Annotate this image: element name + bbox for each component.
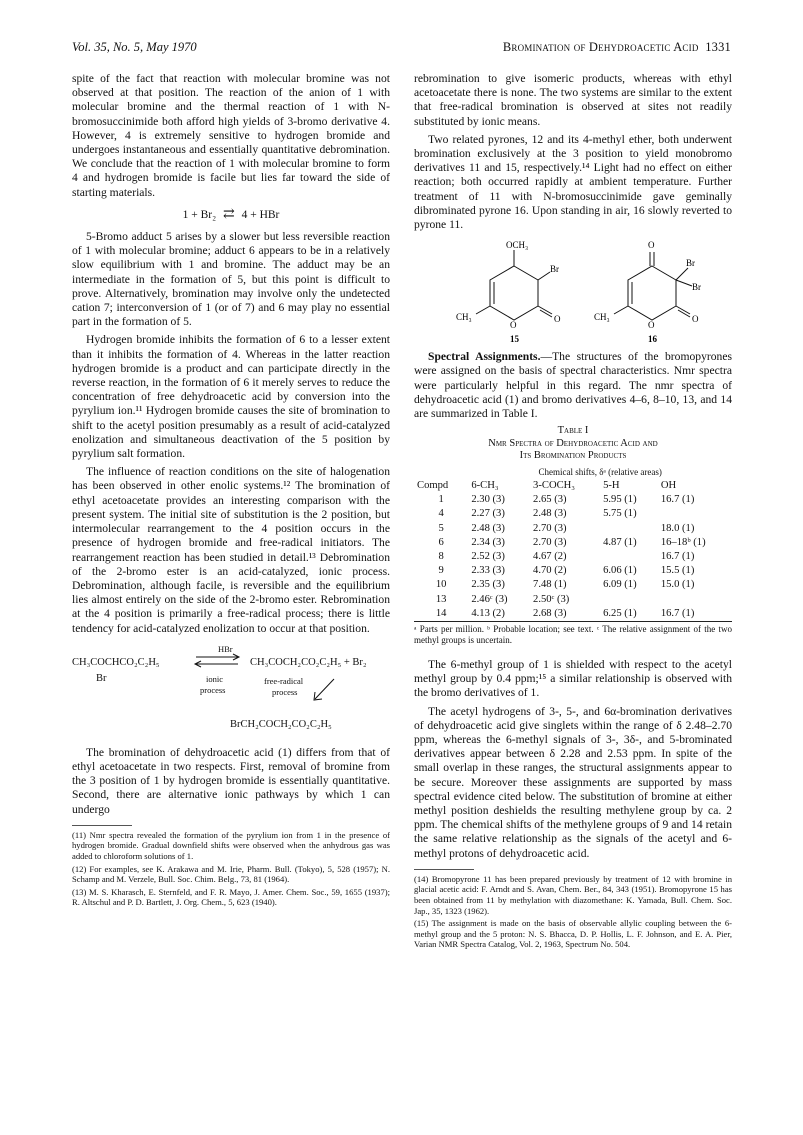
s15-o-ring: O — [510, 320, 517, 331]
table-cell: 16.7 (1) — [660, 494, 695, 506]
table-cell: 5.95 (1) — [603, 494, 637, 506]
footnote: (13) M. S. Kharasch, E. Sternfeld, and F. R. Mayo, J. Amer. Chem. Soc., 59, 1655 (1937); R. Altschul and P. D. Bartlett, J. Org. Chem., 5, 623 (1940). — [72, 886, 390, 908]
table-cell-compd: 8 — [438, 550, 444, 562]
table-cell: 2.65 (3) — [533, 494, 567, 506]
table-body — [414, 493, 732, 621]
table-row — [414, 564, 732, 578]
table-cell: 2.52 (3) — [471, 550, 505, 562]
paragraph: The 6-methyl group of 1 is shielded with respect to the acetyl methyl group by 0.4 ppm;¹⁵ a similar relationship is observed with the bromo derivatives of 1. — [414, 657, 732, 700]
table-cell: 15.5 (1) — [660, 565, 695, 577]
paragraph: The acetyl hydrogens of 3-, 5-, and 6α-bromination derivatives of dehydroacetic acid give singlets within the range of δ 2.48–2.70 ppm, whereas the 6-methyl signals of 3-, 3δ-, and 5-brominated derivatives appear between δ 2.28 and 2.53 ppm. In spite of the small overlap in these ranges, the structural assignments appear to be secure. Moreover these assignments are supported by mass spectral evidence cited below. The substitution of bromine at either methyl position deshields the resulting methylene group by ca. 2 ppm. The chemical shifts of the methylene groups of 9 and 14 retain the same relative relationship as the signals of the acetyl and 6-methyl protons of dehydroacetic acid. — [414, 704, 732, 860]
equilibrium-arrows-icon — [192, 652, 244, 670]
table-cell: 2.50ᶜ (3) — [533, 593, 570, 605]
table-cell — [600, 593, 658, 607]
s16-o-keto: O — [692, 314, 699, 325]
s16-br2: Br — [692, 282, 701, 293]
table-cell-compd: 14 — [435, 607, 447, 619]
page-number: 1331 — [705, 40, 731, 54]
structure-16-diagram — [592, 236, 712, 346]
table-cell: 4.70 (2) — [533, 565, 567, 577]
running-title-and-page — [503, 40, 731, 55]
table-cell: 16.7 (1) — [660, 550, 695, 562]
table-cell: 16–18ᵇ (1) — [660, 536, 706, 548]
paragraph: 5-Bromo adduct 5 arises by a slower but less reversible reaction of 1 with molecular bromine; adduct 6 appears to be in a relatively slow equilibrium with 1 and bromine. The adduct may be an intermediate in the formation of 5, but this point is difficult to prove. Alternatively, bromination may involve only the undetected cation 7; interconversion of 1 (or of 7) and 6 may play no essential part in the formation of 5. — [72, 230, 390, 329]
table-cell-compd: 5 — [438, 522, 444, 534]
table-cell: 2.27 (3) — [471, 508, 505, 520]
table-col-header: 5-H — [603, 479, 620, 491]
table-cell: 16.7 (1) — [660, 607, 695, 619]
footnotes — [72, 830, 390, 908]
table-col-header: OH — [660, 479, 677, 491]
footnote: (12) For examples, see K. Arakawa and M. Irie, Pharm. Bull. (Tokyo), 5, 528 (1957); N. Schamp and M. Verzele, Bull. Soc. Chim. Belg., 73, 81 (1964). — [72, 863, 390, 885]
nmr-table — [414, 465, 732, 622]
table-cell: 2.70 (3) — [533, 522, 567, 534]
journal-issue: Vol. 35, No. 5, May 1970 — [72, 40, 197, 54]
s16-label: 16 — [648, 334, 657, 345]
table-cell-compd: 13 — [435, 593, 447, 605]
structures-figure — [414, 236, 732, 346]
paragraph: Two related pyrones, 12 and its 4-methyl ether, both underwent bromination exclusively at the 3 position to yield monobromo derivatives 11 and 15, respectively.¹⁴ Light had no effect on either reaction; both occurred rapidly at ambient temperature. Further treatment of 11 with N-bromosuccinimide gave geminally dibrominated pyrone 16. Upon standing in air, 16 slowly reverted to pyrone 11. — [414, 132, 732, 232]
table-row — [414, 607, 732, 622]
s15-label: 15 — [510, 334, 519, 345]
structure-15-diagram — [454, 236, 574, 346]
paragraph: Hydrogen bromide inhibits the formation of 6 to a lesser extent than it inhibits the formation of 4. Whereas in the latter reaction hydrogen bromide is a product and can participate directly in the reverse reaction, in the formation of 6 it merely serves to reduce the concentration of free dehydroacetic acid by conversion into the pyrylium ion.¹¹ Hydrogen bromide causes the site of bromination to shift to the acetyl position presumably as a result of acid-catalyzed enolization and simultaneous deactivation of the 5 position by pyrylium salt formation. — [72, 333, 390, 461]
table-spanner: Chemical shifts, δᵃ (relative areas) — [538, 466, 662, 477]
paragraph: The influence of reaction conditions on the site of halogenation has been observed in other enolic systems.¹² The bromination of ethyl acetoacetate provides an interesting comparison with the present system. The initial site of substitution is the 2 position, but intermolecular rearrangement to the 4 position occurs in the presence of hydrogen bromide and free-radical initiators. The rearrangement reaction has been studied in detail.¹³ Debromination of the 2-bromo ester is an acid-catalyzed, ionic process. Debromination, although facile, is reversible and the equilibrium lies almost entirely on the side of the 2-bromo ester. Rebromination at the 4 position is primarily a free-radical process; there is little tendency for acid-catalyzed enolization to occur at that position. — [72, 465, 390, 635]
table-row — [414, 536, 732, 550]
equilibrium-equation — [72, 208, 390, 222]
table-header-empty — [414, 465, 468, 479]
table-cell: 2.48 (3) — [471, 522, 505, 534]
equation-right: 4 + HBr — [241, 208, 280, 221]
table-row — [414, 550, 732, 564]
table-cell-compd: 4 — [438, 508, 444, 520]
scheme-bottom-compound: BrCH₂COCH₂CO₂C₂H₅ — [230, 718, 332, 730]
table-col-header: Compd — [417, 479, 449, 491]
table-cell: 6.09 (1) — [603, 579, 637, 591]
table-cell: 2.46ᶜ (3) — [471, 593, 508, 605]
table-cell-compd: 9 — [438, 565, 444, 577]
table-cell: 2.33 (3) — [471, 565, 505, 577]
table-cell: 2.68 (3) — [533, 607, 567, 619]
table-col-header: 3-COCH₃ — [533, 479, 575, 491]
footnotes — [414, 874, 732, 950]
page-header — [72, 40, 731, 60]
table-caption — [414, 425, 732, 463]
table-row — [414, 578, 732, 592]
table-title-line1: Nmr Spectra of Dehydroacetic Acid and — [488, 437, 658, 449]
right-column — [414, 72, 732, 952]
table-row — [414, 522, 732, 536]
scheme-left-compound: CH₃COCHCO₂C₂H₅ — [72, 656, 160, 668]
table-cell-compd: 6 — [438, 536, 444, 548]
table-title-line2: Its Bromination Products — [519, 450, 627, 462]
table-label: Table I — [557, 425, 589, 437]
table-cell: 2.48 (3) — [533, 508, 567, 520]
paragraph — [414, 350, 732, 421]
section-title: Spectral Assignments. — [428, 350, 541, 364]
footnote: (14) Bromopyrone 11 has been prepared previously by treatment of 12 with bromine in glacial acetic acid: F. Arndt and S. Avan, Chem. Ber., 84, 343 (1951). Bromopyrone 15 has been obtained from 11 by methylation with diazomethane: K. Yamada, Bull. Chem. Soc. Jap., 35, 1323 (1962). — [414, 873, 732, 916]
scheme-free-radical-label: free-radical — [264, 675, 304, 686]
table-row — [414, 493, 732, 507]
table-cell-compd: 1 — [438, 494, 444, 506]
footnote: (15) The assignment is made on the basis of observable allylic coupling between the 6-methyl group and the 5 proton: N. S. Bhacca, D. P. Hollis, L. F. Johnson, and E. A. Pier, Varian NMR Spectra Catalog, Vol. 2, 1963, Spectrum No. 504. — [414, 918, 732, 950]
scheme-process-label-2: process — [272, 686, 298, 697]
equation-left: 1 + Br₂ — [182, 208, 217, 221]
s15-o-keto: O — [554, 314, 561, 325]
scheme-hbr-label: HBr — [218, 643, 233, 654]
scheme-right-compound: CH₃COCH₂CO₂C₂H₅ + Br₂ — [250, 656, 367, 668]
left-column — [72, 72, 390, 910]
s16-o-top: O — [648, 240, 655, 251]
table-cell: 2.34 (3) — [471, 536, 505, 548]
s15-ch3: CH₃ — [456, 312, 472, 323]
equilibrium-arrow-icon: ⇄ — [222, 206, 235, 222]
table-col-header: 6-CH₃ — [471, 479, 499, 491]
scheme-process-label: process — [200, 684, 226, 695]
table-cell: 15.0 (1) — [660, 579, 695, 591]
s16-ch3: CH₃ — [594, 312, 610, 323]
table-cell — [600, 522, 658, 536]
table-cell: 2.70 (3) — [533, 536, 567, 548]
scheme-left-substituent: Br — [96, 672, 107, 684]
table-cell: 2.30 (3) — [471, 494, 505, 506]
s16-br1: Br — [686, 258, 695, 269]
s15-br: Br — [550, 264, 559, 275]
table-row — [414, 593, 732, 607]
footnote-divider — [72, 825, 132, 826]
table-cell-compd: 10 — [435, 579, 447, 591]
paragraph: spite of the fact that reaction with molecular bromine was not observed at that position. The reaction of the anion of 1 with molecular bromine and the thermal reaction of 1 with N-bromosuccinimide both afford high yields of 3-bromo derivative 4. However, 4 is extremely sensitive to hydrogen bromide and undergoes instantaneous and essentially quantitative debromination. We conclude that the reaction of 1 with molecular bromine to form 4 and hydrogen bromide is facile but lies far toward the side of starting materials. — [72, 72, 390, 199]
table-cell: 6.25 (1) — [603, 607, 637, 619]
section-text: —The structures of the bromopyrones were assigned on the basis of spectral characteristics. Nmr spectra were particularly helpful in this regard. The nmr spectra of dehydroacetic acid (1) and bromo derivatives 4–6, 8–10, 13, and 14 are summarized in Table I. — [414, 350, 732, 421]
table-cell — [658, 593, 732, 607]
table-cell: 5.75 (1) — [603, 508, 637, 520]
diagonal-arrow-icon — [310, 676, 338, 704]
table-cell: 4.13 (2) — [471, 607, 505, 619]
table-footnote: ᵃ Parts per million. ᵇ Probable location; see text. ᶜ The relative assignment of the two methyl groups is uncertain. — [414, 623, 732, 645]
table-cell: 6.06 (1) — [603, 565, 637, 577]
table-cell — [600, 550, 658, 564]
table-cell: 18.0 (1) — [660, 522, 695, 534]
s15-och3: OCH₃ — [506, 240, 529, 251]
paragraph: rebromination to give isomeric products, whereas with ethyl acetoacetate there is none. The two systems are similar to the extent that free-radical bromination is observed at sites not readily substituted by ionic means. — [414, 72, 732, 128]
table-cell: 2.35 (3) — [471, 579, 505, 591]
reaction-scheme — [72, 642, 390, 738]
table-cell: 4.87 (1) — [603, 536, 637, 548]
scheme-ionic-label: ionic — [206, 673, 223, 684]
s16-o-ring: O — [648, 320, 655, 331]
footnote-divider — [414, 869, 474, 870]
footnote: (11) Nmr spectra revealed the formation of the pyrylium ion from 1 in the presence of hydrogen bromide. Gradual downfield shifts were observed when the anhydrous gas was added to chloroform solutions of 1. — [72, 829, 390, 861]
table-cell: 4.67 (2) — [533, 550, 567, 562]
table-row — [414, 507, 732, 521]
table-cell — [658, 507, 732, 521]
table-cell: 7.48 (1) — [533, 579, 567, 591]
running-title: Bromination of Dehydroacetic Acid — [502, 40, 699, 54]
paragraph: The bromination of dehydroacetic acid (1) differs from that of ethyl acetoacetate in two respects. First, removal of bromine from the 3 position of 1 by hydrogen bromide is essentially quantitative. Second, there are alternative ionic pathways by which 1 can undergo — [72, 745, 390, 816]
